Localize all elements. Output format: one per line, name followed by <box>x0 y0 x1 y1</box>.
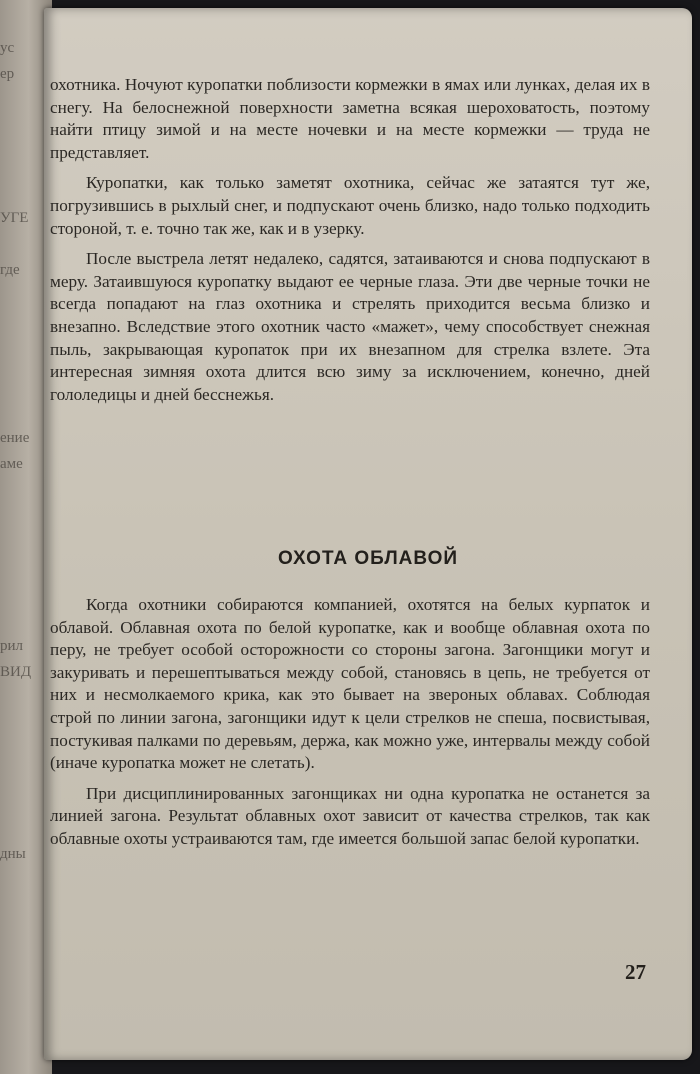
page-number: 27 <box>625 960 646 984</box>
bleed-fragment: где <box>0 262 20 278</box>
book-page <box>44 8 692 1060</box>
paragraph: После выстрела летят недалеко, садятся, затаиваются и снова подпускают в меру. Затаившуюся куропатку выдают ее черные глаза. Эти две черные точки не всегда попадают на глаз охотника и стрелять приходится весьма близко и внезапно. Вследствие этого охотник часто «мажет», чему способствует снежная пыль, закрывающая куропаток при их внезапном для стрелка взлете. Эта интересная зимняя охота длится всю зиму за исключением, конечно, дней гололедицы и дней бесснежья. <box>50 249 650 404</box>
paragraph: Куропатки, как только заметят охотника, сейчас же затаятся тут же, погрузившись в рыхлый снег, и подпускают очень близко, надо только подходить стороной, т. е. точно так же, как и в узерку. <box>50 173 650 238</box>
paragraph: Когда охотники собираются компанией, охотятся на белых курпаток и облавой. Облавная охота по белой куропатке, как и вообще облавная охота по перу, не требует особой осторожности со стороны загона. Загонщики могут и закуривать и перешептываться между собой, становясь в цепь, не требуется от них и несмолкаемого крика, как это бывает на звероных облавах. Соблюдая строй по линии загона, загонщики идут к цели стрелков не спеша, посвистывая, постукивая палками по деревьям, держа, как можно уже, интервалы между собой (иначе куропатка может не слетать). <box>50 595 650 773</box>
lower-text-block <box>50 594 650 859</box>
bleed-fragment: ение <box>0 430 30 446</box>
bleed-fragment: рил <box>0 638 24 654</box>
upper-text-block <box>50 74 650 414</box>
bleed-fragment: УГЕ <box>0 210 29 226</box>
bleed-fragment: аме <box>0 456 23 472</box>
section-heading: ОХОТА ОБЛАВОЙ <box>277 548 459 569</box>
bleed-fragment: дны <box>0 846 26 862</box>
bleed-fragment: ус <box>0 40 15 56</box>
bleed-fragment: ер <box>0 66 15 82</box>
bleed-fragment: ВИД <box>0 664 32 680</box>
paragraph: При дисциплинированных загонщиках ни одна куропатка не останется за линией загона. Результат облавных охот зависит от качества стрелков, так как облавные охоты устраиваются там, где имеется большой запас белой куропатки. <box>50 783 650 848</box>
paragraph: охотника. Ночуют куропатки поблизости кормежки в ямах или лунках, делая их в снегу. На белоснежной поверхности заметна всякая шероховатость, поэтому найти птицу зимой и на месте ночевки и на месте кормежки — труда не представляет. <box>50 75 650 162</box>
